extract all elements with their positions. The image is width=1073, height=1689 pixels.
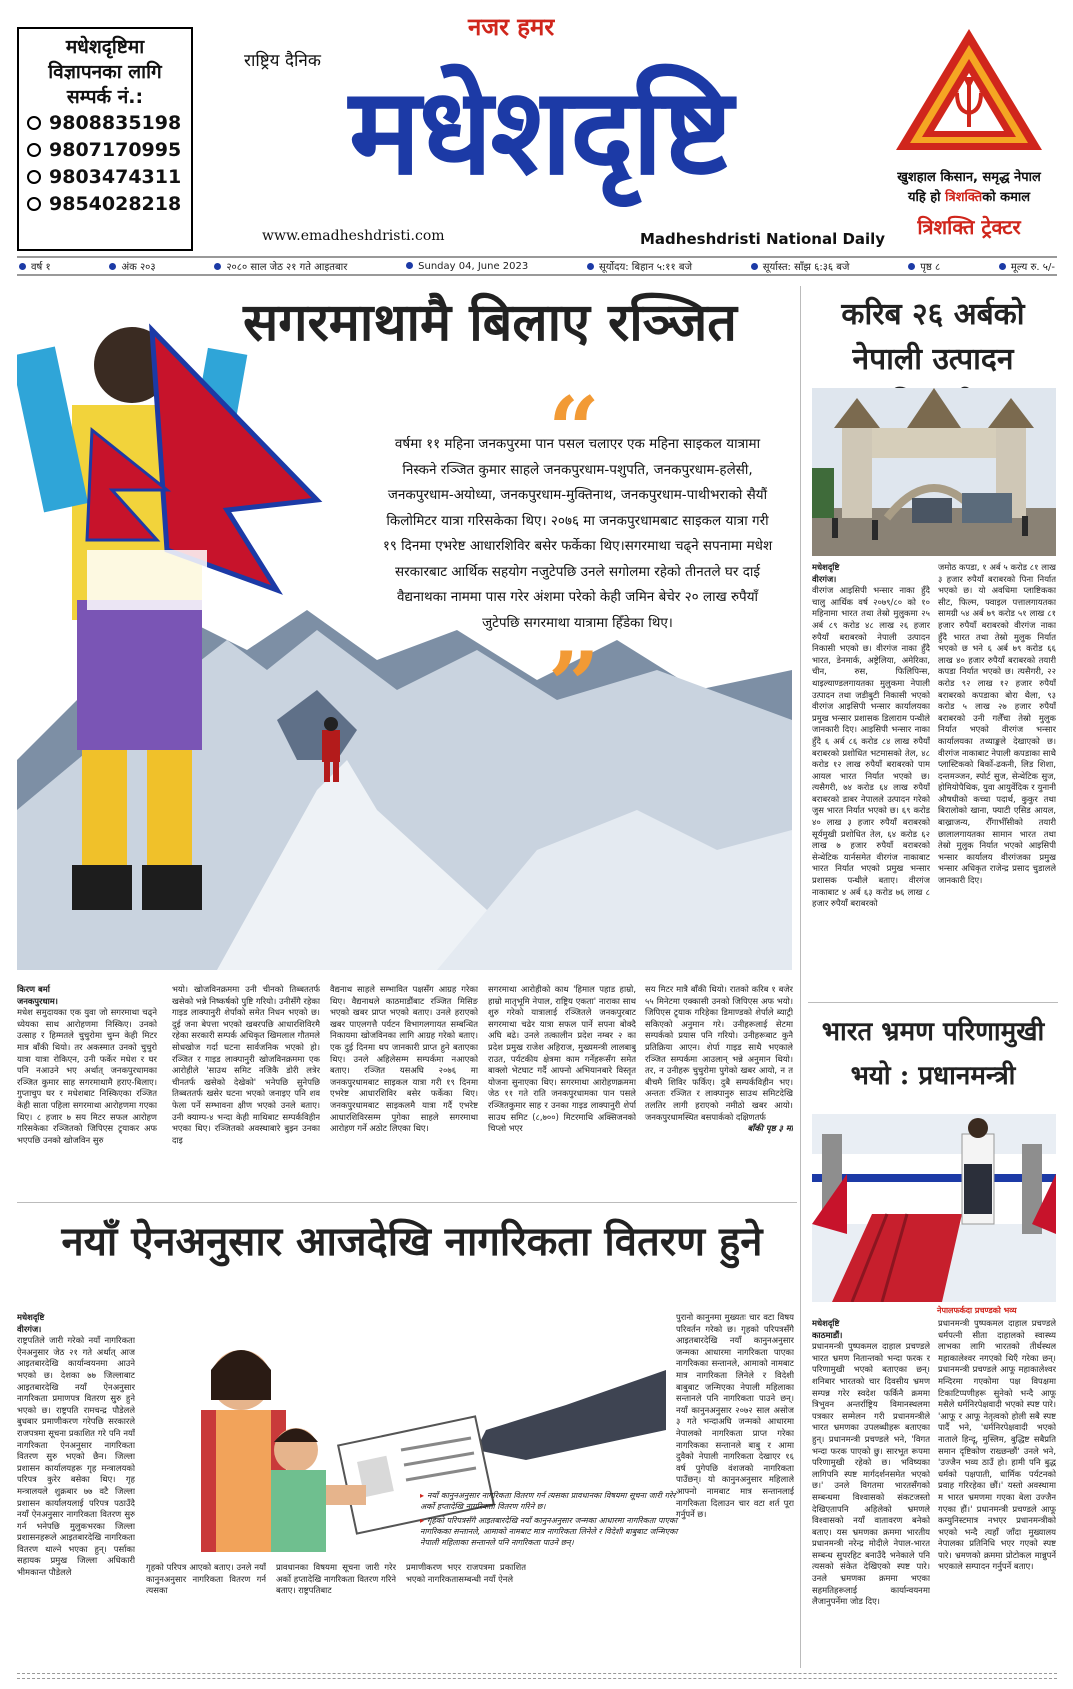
citizenship-text-4: प्रमाणीकरण भएर राजपत्रमा प्रकाशित भएको नागरिकतासम्बन्धी नयाँ ऐनले	[406, 1562, 526, 1584]
lead-story-column-1	[17, 984, 157, 1192]
pm-story-column-2	[938, 1318, 1056, 1668]
citizenship-column-5	[676, 1312, 794, 1668]
citizenship-column-4b	[536, 1562, 666, 1668]
lead-story-column-5	[645, 984, 793, 1192]
slogan-brand: त्रिशक्ति	[945, 190, 983, 205]
caption-text-1: नयाँ कानुनअनुसार नागरिकता वितरण गर्न त्यसका प्रावधानका विषयमा सूचना जारी गरेर अर्को हप्तादेखि नागरिकता वितरण गरिने छ।	[420, 1491, 676, 1511]
phone-number[interactable]	[27, 164, 183, 191]
export-headline[interactable]: करिब २६ अर्बको नेपाली उत्पादन	[841, 297, 1025, 377]
issue-info-bar	[17, 256, 1057, 276]
quote-close-icon: ”	[548, 632, 600, 738]
phone-number[interactable]	[27, 191, 183, 218]
info-sunrise	[587, 259, 692, 273]
triangle-bullet-icon: ▸	[420, 1516, 425, 1525]
page-footer-rule	[17, 1673, 1057, 1679]
triangle-bullet-icon: ▸	[420, 1491, 425, 1500]
info-price	[999, 259, 1055, 273]
ad-title-line1: मधेशदृष्टिमा	[65, 36, 145, 58]
trishakti-logo-icon	[894, 27, 1044, 152]
export-story-text-1: वीरगंज आइसिपी भन्सार नाका हुँदै चालु आर्थिक वर्ष २०७९/८० को १० महिनामा भारत तथा तेस्रो मुलुकमा २५ अर्ब ८९ करोड ४८ लाख २६ हजार रुपैयाँ बराबरको नेपाली उत्पादन निकासी भएको छ। वीरगंज नाका हुँदै भारत, डेनमार्क, अष्ट्रेलिया, अमेरिका, चीन, रुस, फिलिपिन्स, थाइल्याण्डलगायतका मुलुकमा नेपाली उत्पादन तथा जडीबुटी निकासी भएको वीरगंज आइसिपी भन्सार कार्यालयका प्रमुख भन्सार प्रशासक डिलाराम पन्थीले जानकारी दिए। आइसिपी भन्सार नाका हुँदै ६ अर्ब ८६ करोड ८४ लाख रुपैयाँ बराबरको प्रशोधित भटमासको तेल, ४८ करोड १२ लाख रुपैयाँ बराबरको पाम आयल भारत निर्यात भएको छ। त्यसैगरी, ७४ करोड ६४ लाख रुपैयाँ बराबरको डाबर नेपालले उत्पादन गरेको जुस भारत निर्यात भएको छ। ६९ करोड ४० लाख ३ हजार रुपैयाँ बराबरको सूर्यमुखी प्रशोधित तेल, ६४ करोड ६२ लाख ७ हजार रुपैयाँ बराबरको सेन्थेटिक यार्नसमेत वीरगंज नाकाबाट भारत निर्यात भएको प्रमुख भन्सार प्रशासक पन्थीले बताए। वीरगंज नाकाबाट ४ अर्ब ६३ करोड ७६ लाख ८ हजार रुपैयाँ बराबरको	[812, 585, 930, 909]
quote-open-icon: “	[548, 377, 600, 483]
info-english-date	[406, 261, 528, 272]
bullet-icon	[406, 262, 413, 269]
bullet-icon	[214, 263, 221, 270]
section-divider	[17, 1202, 797, 1203]
phone-number[interactable]	[27, 110, 183, 137]
phone-icon	[27, 143, 41, 157]
section-divider	[808, 1002, 1058, 1003]
tagline: नजर हमर	[468, 12, 555, 41]
citizenship-text-1: राष्ट्रपतिले जारी गरेको नयाँ नागरिकता ऐनअनुसार जेठ २१ गते अर्थात् आज आइतबारदेखि कार्यान्वयनमा आउने भएको छ। देशका ७७ जिल्लाबाट आइतबारदेखि नयाँ ऐनअनुसार नागरिकता प्रमाणपत्र वितरण सुरु हुने भएको छ। राष्ट्रपति रामचन्द्र पौडेलले बुधबार प्रमाणीकरण गरेपछि सरकारले राजपत्रमा सूचना प्रकाशित गरे पनि नयाँ नागरिकता ऐनअनुसार नागरिकता वितरण सुरु भएको छैन। जिल्ला प्रशासन कार्यालयहरू गृह मन्त्रालयको परिपत्र कुरेर बसेका थिए। गृह मन्त्रालयले शुक्रबार ७७ वटै जिल्ला प्रशासन कार्यालयलाई परिपत्र पठाउँदै नयाँ ऐनअनुसार नागरिकता वितरण सुरु गर्न भनेपछि मुलुकभरका जिल्ला प्रशासनहरूले आइतबारदेखि नागरिकता वितरण थाल्ने भएका हुन्। पर्साका सहायक प्रमुख जिल्ला अधिकारी भीमकान्त पौडेलले	[17, 1335, 135, 1578]
tractor-slogan-2	[880, 187, 1058, 205]
lead-story-text-4: सगरमाथा आरोहीको काथ 'हिमाल पहाड हाम्रो, हाम्रो मातृभूमि नेपाल, राष्ट्रिय एकता' नाराका साथ शुरु गरेको यात्रालाई रञ्जितले जनकपुरबाट सगरमाथा चढेर यात्रा सफल पार्ने सपना बोक्दै अघि बढे। उनले तत्कालीन प्रदेश नम्बर २ का प्रदेश प्रमुख राजेश अहिराज, मुख्यमन्त्री लालबाबु राउत, पर्यटकीय क्षेत्रमा काम गर्नेहरूसँग समेत बाक्लो भेटघाट गर्दै आफ्नो अभियानबारे विस्तृत योजना सुनाएका थिए। सगरमाथा आरोहणक्रममा जेठ ११ गते राति जनकपुरधामका पान पसले रञ्जितकुमार साह र उनका गाइड लाक्पानुरी शेर्पा साउथ समिट (८,७००) मिटरमाथि अक्सिजनको चिप्लो भएर	[488, 984, 636, 1134]
tractor-advertisement[interactable]	[880, 27, 1058, 251]
citizenship-column-3	[276, 1562, 396, 1668]
continued-label[interactable]: बाँकी पृष्ठ ३ मा	[747, 1123, 793, 1134]
citizenship-column-4	[406, 1562, 526, 1668]
masthead-header	[0, 0, 1073, 252]
info-issue	[109, 259, 155, 273]
byline: किरण बर्मा	[17, 984, 50, 994]
lead-story-column-3	[330, 984, 478, 1192]
slogan-suffix: को कमाल	[982, 190, 1031, 205]
phone-number-text: 9854028218	[49, 193, 182, 215]
advertising-contact-box	[17, 27, 193, 251]
pm-headline[interactable]: भारत भ्रमण परिणामुखी भयो : प्रधानमन्त्री	[821, 1017, 1045, 1091]
info-sunrise-text: सूर्योदय: बिहान ५:११ बजे	[599, 262, 693, 273]
info-price-text: मूल्य रु. ५/-	[1010, 262, 1055, 273]
bullet-icon	[587, 263, 594, 270]
info-english-date-text: Sunday 04, June 2023	[418, 260, 529, 272]
bullet-icon	[908, 263, 915, 270]
byline: मधेशदृष्टि	[812, 1318, 840, 1328]
prime-minister-arrival-photo	[812, 1114, 1056, 1302]
lead-story-text-1: मधेश समुदायका एक युवा जो सगरमाथा चढ्ने ध्येयका साथ आरोहणमा निस्किए। उनको उत्साह र हिम्मतले चुचुरोमा चुम्न केही मिटर मात्र बाँकी थियो। तर अकस्मात उनको चुचुरो यात्रा यात्रा रोकिएन, उनी फर्केर मधेश र घर पनि नआउने भए अर्थात् जनकपुरधामका रञ्जित कुमार साह सगरमाथामै हराए-बिलाए। गुप्ताचुप घर र मधेशबाट निस्किएका रञ्जित केही साता पहिला सगरमाथा आरोहणमा गएका थिए। ८ हजार ७ सय मिटर सफल आरोहण गरिसकेका रञ्जितको जिपिएस ट्र्याकर अफ भएपछि उनको खोजविन सुरु	[17, 1007, 157, 1145]
lead-story-column-2	[172, 984, 320, 1192]
citizenship-text-3: प्रावधानका विषयमा सूचना जारी गरेर अर्को हप्तादेखि नागरिकता वितरण गरिने बताए। राष्ट्रपतिबाट	[276, 1562, 396, 1596]
pm-story-text-1: प्रधानमन्त्री पुष्पकमल दाहाल प्रचण्डले भारत भ्रमण नितान्तको भन्दा फरक र परिणामुखी भएको बताएका छन्। शनिबार भारतको चार दिवसीय भ्रमण सम्पन्न गरेर स्वदेश फर्किनै क्रममा त्रिभुवन अन्तर्राष्ट्रिय विमानस्थलमा पत्रकार सम्मेलन गरी प्रधानमन्त्रीले भारत भ्रमणका उपलब्धीहरू बताएका हुन्। प्रधानमन्त्री प्रचण्डले भने, 'विगत भन्दा फरक पाएको छु। सारभूत रूपमा परिणामुखी रहेको छ। भविष्यका लागिपनि स्पष्ट मार्गदर्शनसमेत भएको छ।' उनले विगतमा भारतसँगको सम्बन्धमा विश्वासको संकटजस्तो देखिएतापनि अहिलेको भ्रमणले विश्वासको नयाँ वातावरण बनेको बताए। यस भ्रमणका क्रममा भारतीय प्रधानमन्त्री नरेन्द्र मोदीले नेपाल-भारत सम्बन्ध सुपरहिट बनाउँदै भनेकाले पनि त्यसको संकेत देखिएको स्पष्ट पारे। उनले भ्रमणका क्रममा भएका सहमतिहरूलाई कार्यान्वयनमा लैजानुपर्नेमा जोड दिए।	[812, 1341, 930, 1607]
export-story-column-1	[812, 562, 930, 996]
byline: मधेशदृष्टि	[812, 562, 840, 572]
citizenship-column-1	[17, 1312, 135, 1668]
english-name: Madheshdristi National Daily	[640, 230, 886, 248]
newspaper-title: मधेशदृष्टि	[348, 63, 732, 202]
info-sunset	[751, 259, 850, 273]
newspaper-brand	[200, 0, 886, 252]
citizenship-headline[interactable]: नयाँ ऐनअनुसार आजदेखि नागरिकता वितरण हुने	[61, 1218, 763, 1265]
phone-icon	[27, 170, 41, 184]
bullet-icon	[19, 263, 26, 270]
byline: मधेशदृष्टि	[17, 1312, 45, 1322]
citizenship-text-2: गृहको परिपत्र आएको बताए। उनले नयाँ कानुनअनुसार नागरिकता वितरण गर्न त्यसका	[146, 1562, 266, 1596]
lead-story-column-4	[488, 984, 636, 1192]
caption-text-2: गृहको परिपत्रसँगै आइतबारदेखि नयाँ कानुनअनुसार जन्मका आधारमा नागरिकता पाएका नागरिकका सन्तानले, आमाको नामबाट मात्र नागरिकता लिनेले र विदेशी बाबुबाट जन्मिएका नेपाली महिलाका सन्तानले पनि नागरिकता पाउने छन्।	[420, 1516, 678, 1547]
dateline: जनकपुरधाम।	[17, 995, 58, 1006]
phone-number[interactable]	[27, 137, 183, 164]
info-pages	[908, 259, 940, 273]
phone-number-text: 9808835198	[49, 112, 182, 134]
ad-title-line3: सम्पर्क नं.:	[66, 86, 144, 108]
info-issue-text: अंक २०३	[121, 262, 156, 273]
pm-story-column-1	[812, 1318, 930, 1668]
export-story-text-2: जमोठ कपडा, १ अर्ब ५ करोड ८१ लाख ३ हजार रुपैयाँ बराबरको पिना निर्यात भएको छ। यो अवधिमा प्लाष्टिकका सीट, फिल्म, फ्वाइल पत्तालगायतका सामग्री ५४ अर्ब ७९ करोड ५१ लाख ८१ हजार रुपैयाँ बराबरको वीरगंज नाका हुँदै भारत तथा तेस्रो मुलुक निर्यात भएको छ भने ६ अर्ब ७९ करोड ६६ लाख ४० हजार रुपैयाँ बराबरको तयारी कपडा निर्यात भएको छ। त्यसैगरी, २२ करोड ९२ लाख १२ हजार रुपैयाँ बराबरको कपडाका बोरा थैला, ९३ करोड ५ लाख २७ हजार रुपैयाँ बराबरको उनी गलैँचा तेस्रो मुलुक निर्यात भएको वीरगंज भन्सार कार्यालयका तथ्याङ्कले देखाएको छ। वीरगंज नाकाबाट नेपाली कपडाका साथै प्लास्टिकको बिर्को-ढकनी, लिड शिशा, दन्तमञ्जन, स्पोर्ट सुज, सेन्थेटिक सुज, होमियोपैथिक, युवा आयुर्वेदिक र युनानी औषधीको कच्चा पदार्थ, कुकुर तथा बिरालोको खाना, फ्याटी एसिड आयल, बाख्राजन्य, रौँगाभीँसीको तयारी छालालगायतका सामान भारत तथा तेस्रो मुलुक निर्यात भएको आइसिपी भन्सार कार्यालय वीरगंजका प्रमुख भन्सार अधिकृत राजेन्द्र प्रसाद चुडालले जानकारी दिए।	[938, 562, 1056, 886]
caption-item	[420, 1515, 685, 1548]
info-nepali-date-text: २०८० साल जेठ २१ गते आइतबार	[226, 262, 348, 273]
caption-item	[420, 1490, 685, 1512]
lead-story-text-5: सय मिटर मात्रै बाँकी थियो। रातको करिब १ बजेर ५५ मिनेटमा एक्कासी उनको जिपिएस अफ भयो। जिपिएस ट्र्याक गरिहेका डिमाण्डको शेर्पाले ब्याट्री सकिएको अनुमान गरे। उनीहरूलाई सेटमा सम्पर्कको प्रयास पनि गरियो। उनीहरूबाट कुनै प्रतिक्रिया आएन। शेर्पा गाइड साथै भएकाले रञ्जित सम्पर्कमा आउलान् भन्ने अनुमान थियो। तर, न उनीहरू चुचुरोमा पुगेको खबर आयो, न त बीचमै शिविर फर्किए। दुबै सम्पर्कविहीन भए। अन्ततः रञ्जित र लाक्पानुरु साउथ समिटदेखि तलतिर लागी हराएको नमीठो खबर आयो। जनकपुरधामस्थित बसपार्कको दक्षिणतर्फ	[645, 984, 793, 1122]
info-year	[19, 259, 51, 273]
info-year-text: वर्ष १	[31, 262, 51, 273]
citizenship-column-2	[146, 1562, 266, 1668]
info-pages-text: पृष्ठ ८	[920, 262, 941, 273]
slogan-prefix: यहि हो	[907, 190, 946, 205]
phone-icon	[27, 197, 41, 211]
ad-title-line2: विज्ञापनका लागि	[48, 61, 162, 83]
tractor-brand-name: त्रिशक्ति ट्रेक्टर	[917, 215, 1021, 239]
daily-label: राष्ट्रिय दैनिक	[244, 51, 321, 71]
citizenship-illustration-caption	[420, 1490, 685, 1551]
tractor-slogan: खुशहाल किसान, समृद्ध नेपाल	[897, 170, 1041, 185]
website-link[interactable]: www.emadheshdristi.com	[262, 228, 445, 244]
dateline: वीरगंज।	[17, 1323, 42, 1334]
lead-story-text-2: भयो। खोजविनक्रममा उनी चीनको तिब्बततर्फ खसेको भन्ने निष्कर्षको पुष्टि गरियो। उनीसँगै रहेका गाइड लाक्पानुरी शेर्पाको समेत निधन भएको छ। दुई जना बेपत्ता भएको खबरपछि आधारशिविरमै रहेका सरकारी सम्पर्क अधिकृत खिमलाल गौतमले सोधखोज गर्दा घटना सार्वजनिक भएको हो। रञ्जित र गाइड लाक्पानुरी खोजविनक्रममा एक आरोहीले 'साउथ समिट नजिकै डोरी लत्रेर चीनतर्फ खसेको देखेको' भनेपछि सुनेपछि तिब्बततर्फ खसेर घटना भएको जनाइए पनि शव फेला पर्ने सम्भावना क्षीण भएको उनले बताए। उनी क्याम्प-४ भन्दा केही माथिबाट सम्पर्कविहीन भएका थिए। रञ्जितको अवस्थाबारे बुझ्न उनका दाइ	[172, 984, 320, 1145]
phone-number-text: 9803474311	[49, 166, 182, 188]
citizenship-text-5: पुरानो कानुनमा मुख्यतः चार वटा विषय परिवर्तन गरेको छ। गृहको परिपत्रसँगै आइतबारदेखि नयाँ कानुनअनुसार जन्मका आधारमा नागरिकता पाएका नागरिकका सन्तानले, आमाको नामबाट मात्र नागरिकता लिनेले र विदेशी बाबुबाट जन्मिएका नेपाली महिलाका सन्तानले पनि नागरिकता पाउने छन्। नयाँ कानुनअनुसार २०७२ साल असोज ३ गते भन्दाअघि जन्मको आधारमा नेपालको नागरिकता प्राप्त गरेका नागरिकका सन्तानले बाबु र आमा दुवैको नेपाली नागरिकता देखाएर १६ वर्ष पुगेपछि वंशजको नागरिकता पाउँछन्। यो कानुनअनुसार महिलाले आफ्नो नामबाट मात्र सन्तानलाई नागरिकता दिलाउन चार वटा शर्त पूरा गर्नुपर्ने छ।	[676, 1312, 794, 1520]
lead-story-text-3: वैद्यनाथ साहले सम्भावित पक्षसँग आग्रह गरेका थिए। वैद्यनाथले काठमाडौंबाट रञ्जित मिसिङ भएको खबर प्राप्त भएको बताए। उनले हराएको खबर पाएलगत्तै पर्यटन विभागलगायत सम्बन्धित निकायमा खोजविनका लागि आग्रह गरेको बताए। एक दुई दिनमा थप जानकारी प्राप्त हुने बताएका थिए। उनले अहिलेसम्म सम्पर्कमा नआएको बताए। रञ्जित यसअघि २०७६ मा जनकपुरधामबाट साइकल यात्रा गरी १९ दिनमा एभरेष्ट आधारशिविर बसेर फर्केका थिए। जनकपुरधामबाट साइकलमै यात्रा गर्दै एभरेष्ट आधारशिविरसम्म पुगेका साहले सगरमाथा आरोहण गर्ने अठोट लिएका थिए।	[330, 984, 478, 1134]
bullet-icon	[751, 263, 758, 270]
phone-number-text: 9807170995	[49, 139, 182, 161]
lead-headline[interactable]: सगरमाथामै बिलाए रञ्जित	[243, 292, 737, 353]
column-divider	[800, 286, 801, 1668]
dateline: वीरगंज।	[812, 573, 837, 584]
lead-summary: वर्षमा ११ महिना जनकपुरमा पान पसल चलाएर एक महिना साइकल यात्रामा निस्कने रञ्जित कुमार साहले जनकपुरधाम-पशुपति, जनकपुरधाम-हलेसी, जनकपुरधाम-अयोध्या, जनकपुरधाम-मुक्तिनाथ, जनकपुरधाम-पाथीभराको सैयौं किलोमिटर यात्रा गरिसकेका थिए। २०७६ मा जनकपुरधामबाट साइकल यात्रा गरी १९ दिनमा एभरेष्ट आधारशिविर बसेर फर्केका थिए।सगरमाथा चढ्ने सपनामा मधेश सरकारबाट आर्थिक सहयोग नजुटेपछि उनले सगोलमा रहेको तीनतले घर दाई वैद्यनाथका नाममा पास गरेर अंशमा परेको केही जमिन बेचेर २० लाख रुपैयाँ जुटेपछि सगरमाथा यात्रामा हिँडेका थिए।	[382, 436, 773, 631]
dateline: काठमाडौं।	[812, 1329, 843, 1340]
info-nepali-date	[214, 259, 347, 273]
bullet-icon	[109, 263, 116, 270]
phone-icon	[27, 116, 41, 130]
pm-story-text-2: प्रधानमन्त्री पुष्पकमल दाहाल प्रचण्डले धर्मपत्नी सीता दाहालको स्वास्थ्य लाभका लागि भारतको तीर्थस्थल महाकालेश्वर नगएको थिएँ गरेका छन्। प्रधानमन्त्री प्रचण्डले आफू महाकालेश्वर मन्दिरमा गएकोमा पक्ष विपक्षमा टिकाटिप्पणीहरू सुनेको भन्दै आफू मसैले धर्मनिरपेक्षवादी भएको स्पष्ट पारे। 'आफू र आफू नेतृत्वको होली सबै स्पष्ट पार्दै भने, 'धर्मनिरपेक्षवादी भएको नाताले हिन्दू, मुस्लिम, बुद्धिष्ट सबैप्रति समान दृष्टिकोण राख्छन्छौं' उनले भने, 'उज्जैन भव्य ठाउँ हो। हामी पनि बुद्ध धर्मको पक्षपाती, धार्मिक पर्यटनको प्रवाह गरिरहेका छौं।' यस्तो अवस्थामा म भारत भ्रमणमा गएका बेला उज्जैन गएका हौं।' प्रधानमन्त्री प्रचण्डले आफू कम्युनिस्टमात्र नभएर प्रधानमन्त्रीको भएको भन्दै त्यहाँ जाँदा मुख्यालय नेपालका प्रतिनिधि भएर गएको स्पष्ट पारे। भ्रमणको क्रममा प्रोटोकल मान्नुपर्ने भएकाले सम्पादन गर्नुपर्ने बताए।	[938, 1318, 1056, 1572]
bullet-icon	[999, 263, 1006, 270]
export-story-column-2	[938, 562, 1056, 996]
info-sunset-text: सूर्यास्त: साँझ ६:३६ बजे	[762, 262, 850, 273]
pm-photo-caption: नेपालफर्कदा प्रचण्डको भव्य	[937, 1306, 1017, 1315]
border-gate-photo	[812, 388, 1056, 556]
